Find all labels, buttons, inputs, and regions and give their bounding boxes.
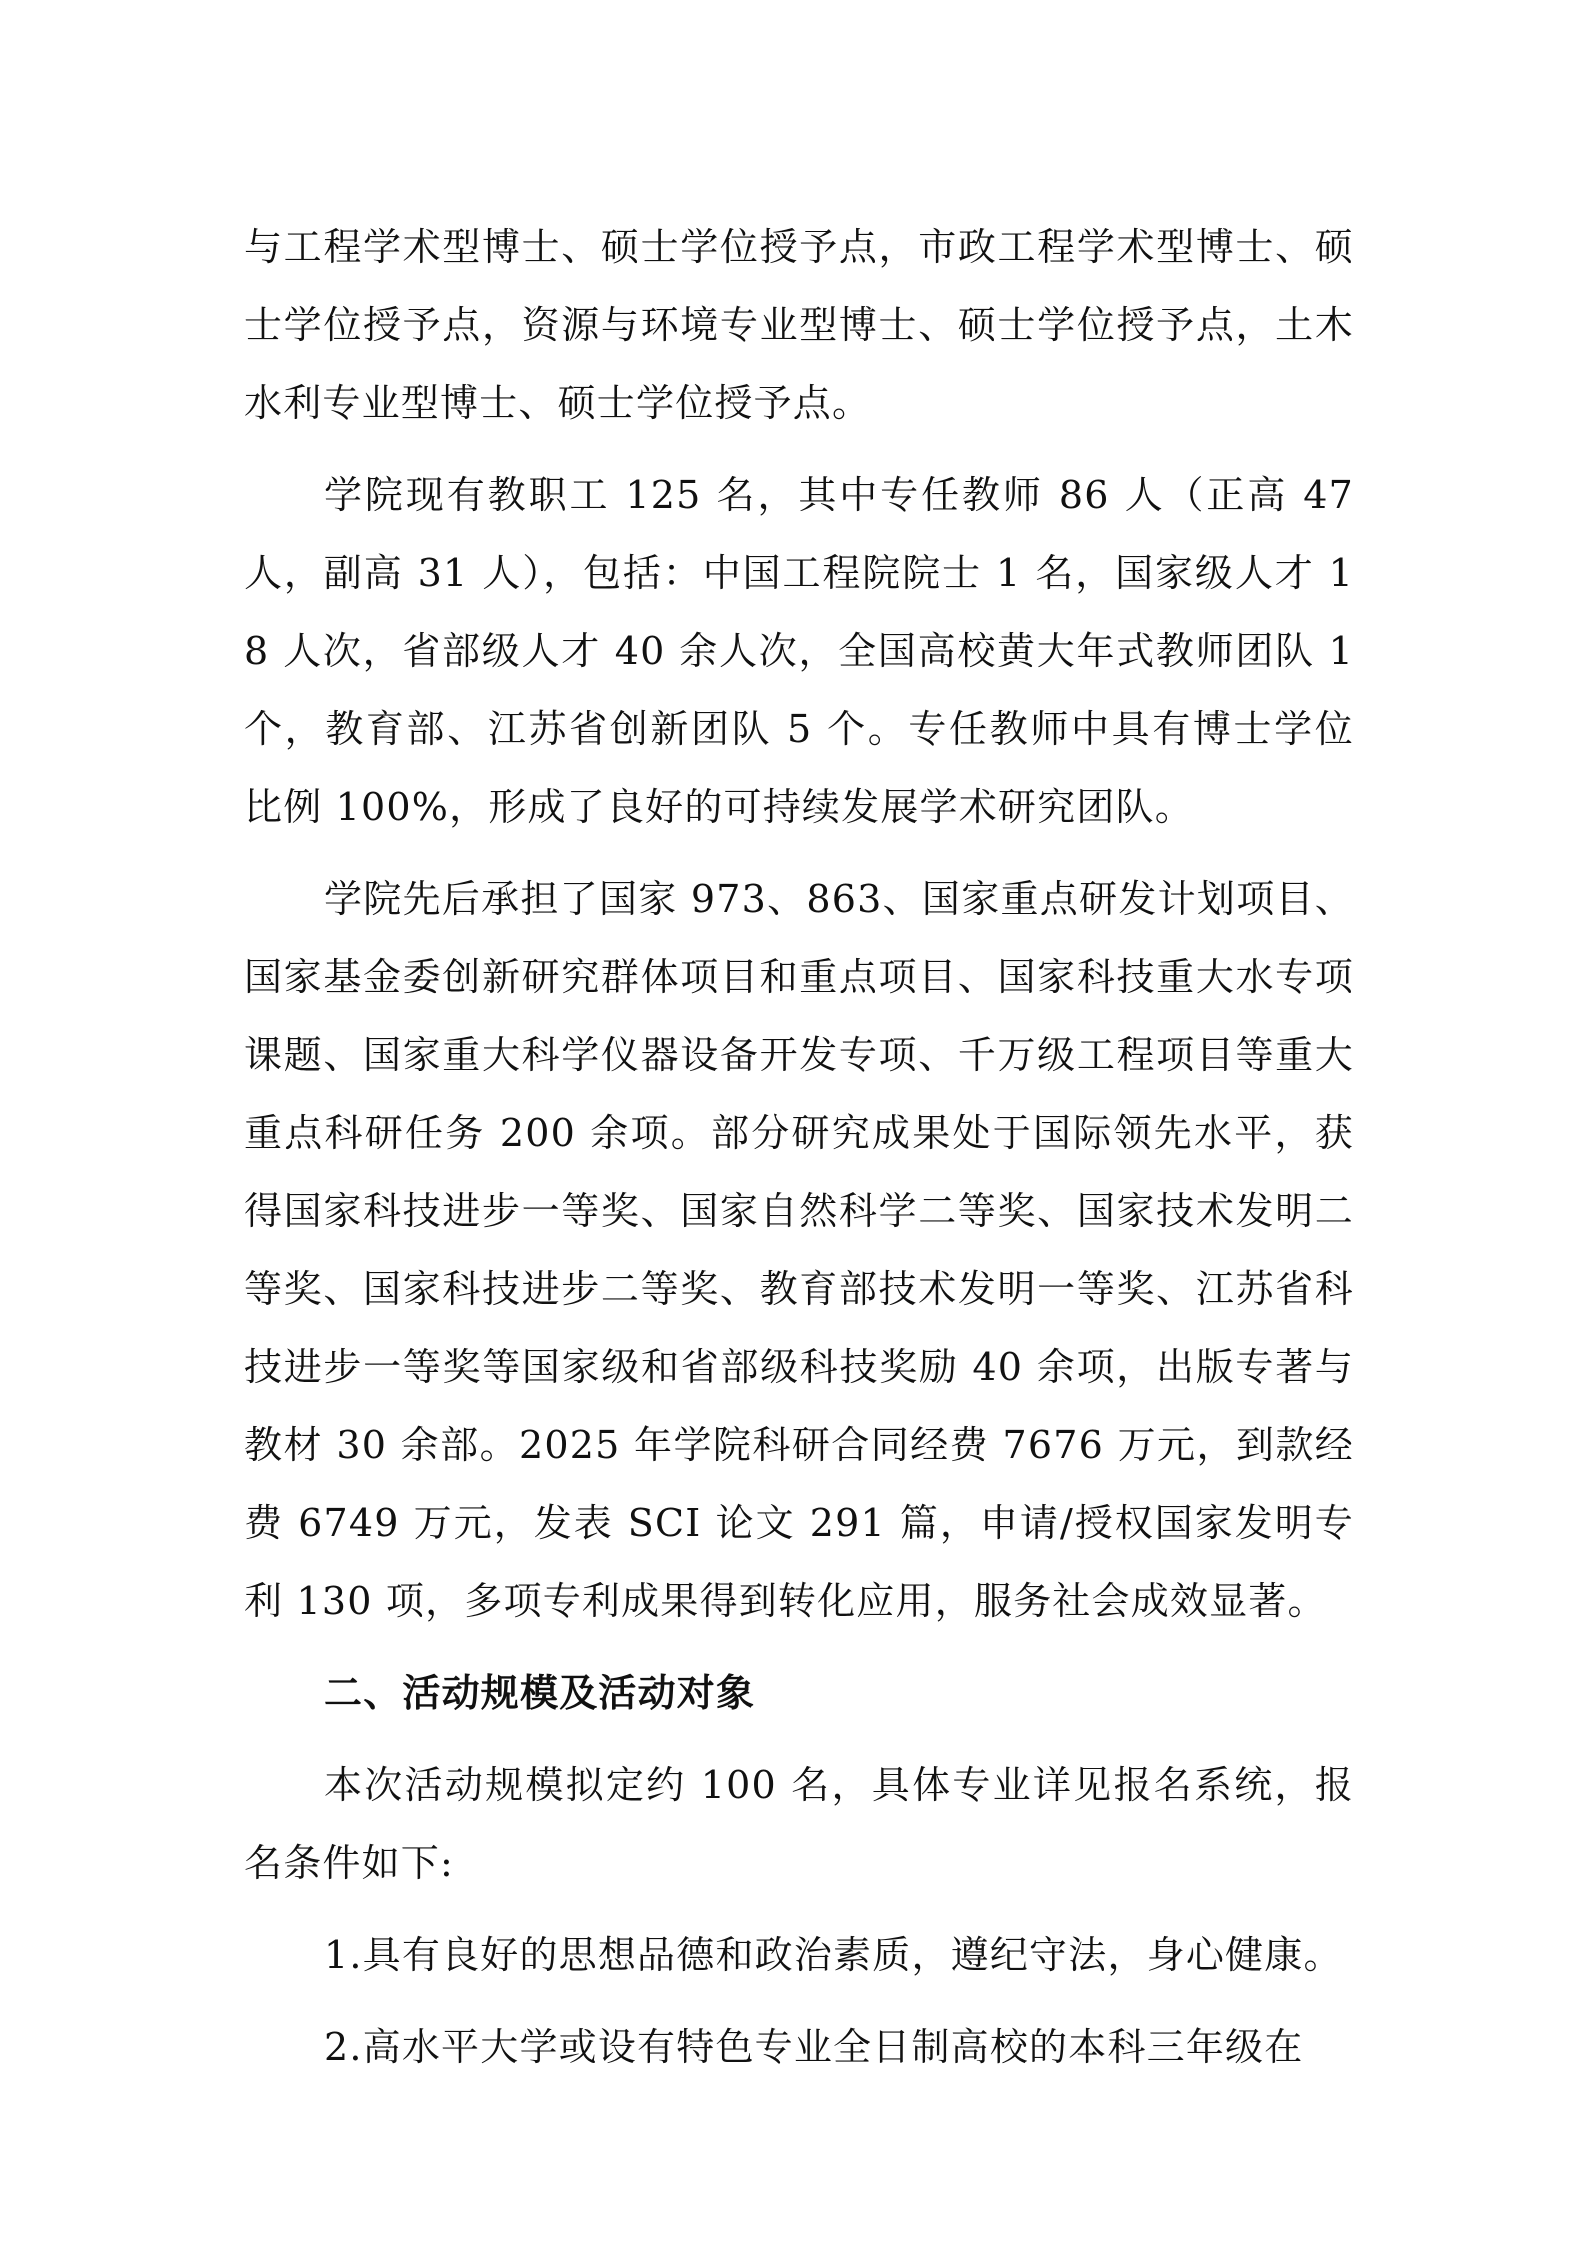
paragraph-research: 学院先后承担了国家 973、863、国家重点研发计划项目、国家基金委创新研究群体项目和重点项目、国家科技重大水专项课题、国家重大科学仪器设备开发专项、千万级工程项目等重大重点科研任务 200 余项。部分研究成果处于国际领先水平，获得国家科技进步一等奖、国家自然科学二等奖、国家技术发明二等奖、国家科技进步二等奖、教育部技术发明一等奖、江苏省科技进步一等奖等国家级和省部级科技奖励 40 余项，出版专著与教材 30 余部。2025 年学院科研合同经费 7676 万元，到款经费 6749 万元，发表 SCI 论文 291 篇，申请/授权国家发明专利 130 项，多项专利成果得到转化应用，服务社会成效显著。 [244,877,1354,1623]
condition-item: 1.具有良好的思想品德和政治素质，遵纪守法，身心健康。 [324,1933,1343,1977]
paragraph-activity-scale: 本次活动规模拟定约 100 名，具体专业详见报名系统，报名条件如下: [244,1763,1354,1885]
paragraph-faculty: 学院现有教职工 125 名，其中专任教师 86 人（正高 47 人，副高 31 人），包括：中国工程院院士 1 名，国家级人才 18 人次，省部级人才 40 余人次，全国高校黄大年式教师团队 1 个，教育部、江苏省创新团队 5 个。专任教师中具有博士学位比例 100%，形成了良好的可持续发展学术研究团队。 [244,473,1354,829]
document-body [244,208,1354,2086]
paragraph-degree-programs: 与工程学术型博士、硕士学位授予点，市政工程学术型博士、硕士学位授予点，资源与环境专业型博士、硕士学位授予点，土木水利专业型博士、硕士学位授予点。 [244,225,1354,425]
section-heading: 二、活动规模及活动对象 [324,1671,756,1715]
condition-item: 2.高水平大学或设有特色专业全日制高校的本科三年级在 [324,2025,1304,2069]
